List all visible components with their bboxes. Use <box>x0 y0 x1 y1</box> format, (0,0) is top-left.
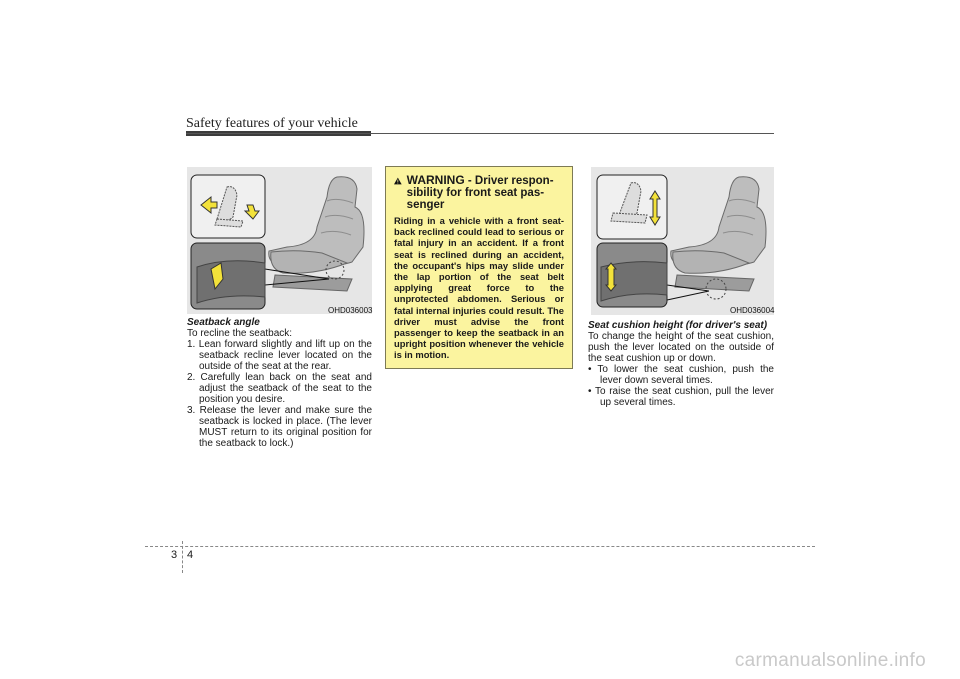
seatback-intro: To recline the seatback: <box>187 328 293 339</box>
page-section-number: 3 <box>171 549 178 561</box>
warning-dash: - <box>467 175 472 187</box>
seatback-step: 2. Carefully lean back on the seat and adjust the seatback of the seat to the position you desire. <box>187 372 372 405</box>
seatback-step: 3. Release the lever and make sure the seatback is locked in place. (The lever MUST return to its original position for the seatback to lock.) <box>187 405 372 449</box>
figure-code-left: OHD036003 <box>328 306 373 315</box>
warning-label: WARNING <box>406 173 465 187</box>
cushion-bullet: • To raise the seat cushion, pull the lever up several times. <box>588 386 774 408</box>
figure-code-right: OHD036004 <box>730 306 775 315</box>
footer-rule <box>145 546 815 547</box>
seatback-section <box>187 317 372 449</box>
cushion-bullets <box>588 364 774 408</box>
seat-height-illustration <box>591 167 774 315</box>
cushion-section <box>588 320 774 408</box>
warning-triangle-icon <box>394 174 402 188</box>
cushion-intro: To change the height of the seat cushion, push the lever located on the outside of the seat cushion up or down. <box>588 331 774 364</box>
figure-seatback <box>187 167 372 314</box>
warning-body: Riding in a vehicle with a front seat-back reclined could lead to serious or fatal injury in an accident. If a front seat is reclined during an accident, the occupant's hips may slide under the lap portion of the seat belt applying great force to the unprotected abdomen. Serious or fatal internal injuries could result. The driver must advise the front passenger to keep the seatback in an upright position whenever the vehicle is in motion. <box>394 215 564 361</box>
seat-illustration <box>187 167 372 314</box>
seatback-step: 1. Lean forward slightly and lift up on the seatback recline lever located on the outside of the seat at the rear. <box>187 339 372 372</box>
cushion-bullet: • To lower the seat cushion, push the lever down several times. <box>588 364 774 386</box>
page-number: 4 <box>187 549 194 561</box>
warning-box <box>385 166 573 369</box>
footer-divider <box>182 541 183 573</box>
warning-title: Driver respon- sibility for front seat pas- senger <box>406 175 554 211</box>
page-header-title: Safety features of your vehicle <box>186 116 358 131</box>
seatback-steps <box>187 339 372 449</box>
header-rule <box>186 133 774 134</box>
warning-header <box>394 174 564 211</box>
watermark: carmanualsonline.info <box>734 650 926 671</box>
figure-seat-height <box>591 167 774 315</box>
seatback-heading: Seatback angle <box>187 317 260 328</box>
cushion-heading: Seat cushion height (for driver's seat) <box>588 320 768 331</box>
